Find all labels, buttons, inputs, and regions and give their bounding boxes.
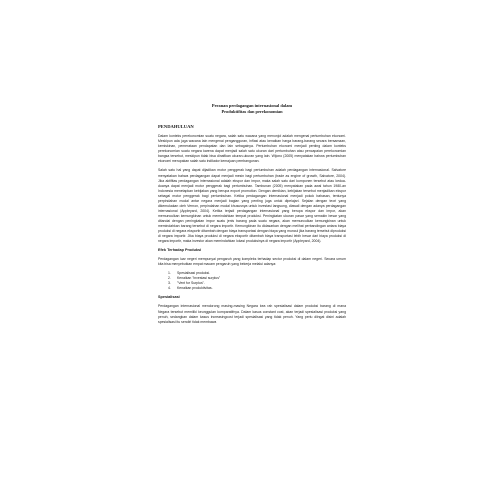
list-item-text: Spesialisasi produksi. [177, 271, 211, 276]
effect-list [158, 271, 346, 291]
effect-paragraph: Perdagangan luar negeri mempunyai pengaruh yang kompleks terhadap sector produksi di dalam negeri. Secara umum kita bisa menyebutkan empat macam pengaruh yang bekerja melalui adanya: [158, 257, 346, 267]
list-item [168, 286, 346, 291]
specialization-paragraph: Perdagangan internasional mendorong masing-masing Negara kea rah spesialisasi dalam produksi barang di mana Negara tersebut memiliki keunggulan komparatifnya. Dalam kasus constant cost, akan terjadi spesialisasi produksi yang penuh, sedangkan dalam kasus increasingcost terjadi spesialisasi yang tidak penuh. Yang perlu diingat disini adalah spesialisasi itu sendiri tidak membawa [158, 304, 346, 324]
document-title [158, 103, 346, 114]
title-line-1: Peranan perdagangan internasional dalam [211, 103, 293, 108]
section-heading-intro: PENDAHULUAN [158, 124, 194, 130]
list-item-text: Kenaikan produktivitas. [177, 286, 213, 291]
intro-paragraph-2: Salah satu hal yang dapat dijadikan motor penggerak bagi pertumbuhan adalah perdagangan internasional. Salvatore menyatakan bahwa perdagangan dapat menjadi mesin bagi pertumbuhan (trade as engine of growth, Salvatore, 2004). Jika aktifitas perdagangan internasional adalah ekspor dan impor, maka salah satu dari komponen tersebut atau kedua-duanya dapat menjadi motor penggerak bagi pertumbuhan. Tambunan (2005) menyatakan pada awal tahun 1980-an Indonesia menetapkan kebijakan yang berupa export promotion. Dengan demikian, kebijakan tersebut menjadikan ekspor sebagai motor penggerak bagi pertumbuhan. Ketika perdagangan internasional menjadi pokok bahasan, tentunya perpindahan modal antar negara menjadi bagian yang penting juga untuk dipelajari. Sejalan dengan teori yang dikemukakan oleh Vernon, perpindahan modal khususnya untuk investasi langsung, diawali dengan adanya perdagangan internasional (Appleyard, 2004). Ketika terjadi perdagangan internasional yang berupa ekspor dan impor, akan memunculkan kemungkinan untuk memindahkan tempat produksi. Peningkatan ukuran pasar yang semakin besar yang ditandai dengan peningkatan impor suatu jenis barang pada suatu negara, akan memunculkan kemungkinan untuk memindahkan barang tersebut di negara importir. Kemungkinan itu didasarkan dengan melihat perbandingan antara biaya produksi di negara eksportir ditambah dengan biaya transportasi dengan biaya yang muncul jika barang tersebut diproduksi di negara importir. Jika biaya produksi di negara eksportir ditambah biaya transportasi lebih besar dari biaya produksi di negara importir, maka investor akan memindahkan lokasi produksinya di negara importir (Appleyard, 2004). [158, 168, 346, 244]
list-item-text: Kenaikan "investasi surplus" [177, 276, 221, 281]
list-item-number: 2. [168, 276, 171, 281]
list-item-text: "Vent for Surplus". [177, 281, 205, 286]
list-item-number: 1. [168, 271, 171, 276]
intro-paragraph-1: Dalam konteks perekonomian suatu negara, salah satu wacana yang menonjol adalah mengenai pertumbuhan ekonomi. Meskipun ada juga wacana lain mengenai pengangguran, inflasi atau kenaikan harga barang-barang secara bersamaan, kemiskinan, pemerataan pendapatan dan lain sebagainya. Pertumbuhan ekonomi menjadi penting dalam konteks perekonomian suatu negara karena dapat menjadi salah satu ukuran dari pertumbuhan atau pencapaian perekonomian bangsa tersebut, meskipun tidak bisa dinafikan ukuran-ukuran yang lain. Wijono (2005) menyatakan bahwa pertumbuhan ekonomi merupakan salah satu indikator kemajuan pembangunan. [158, 134, 346, 164]
section-heading-effect: Efek Terhadap Produksi [158, 248, 202, 253]
title-line-2: Produktifitas dan perekonomian [221, 108, 283, 114]
list-item-number: 4. [168, 286, 171, 291]
document-body [158, 103, 346, 329]
list-item-number: 3. [168, 281, 171, 286]
section-heading-specialization: Spesialisasi [158, 295, 180, 300]
